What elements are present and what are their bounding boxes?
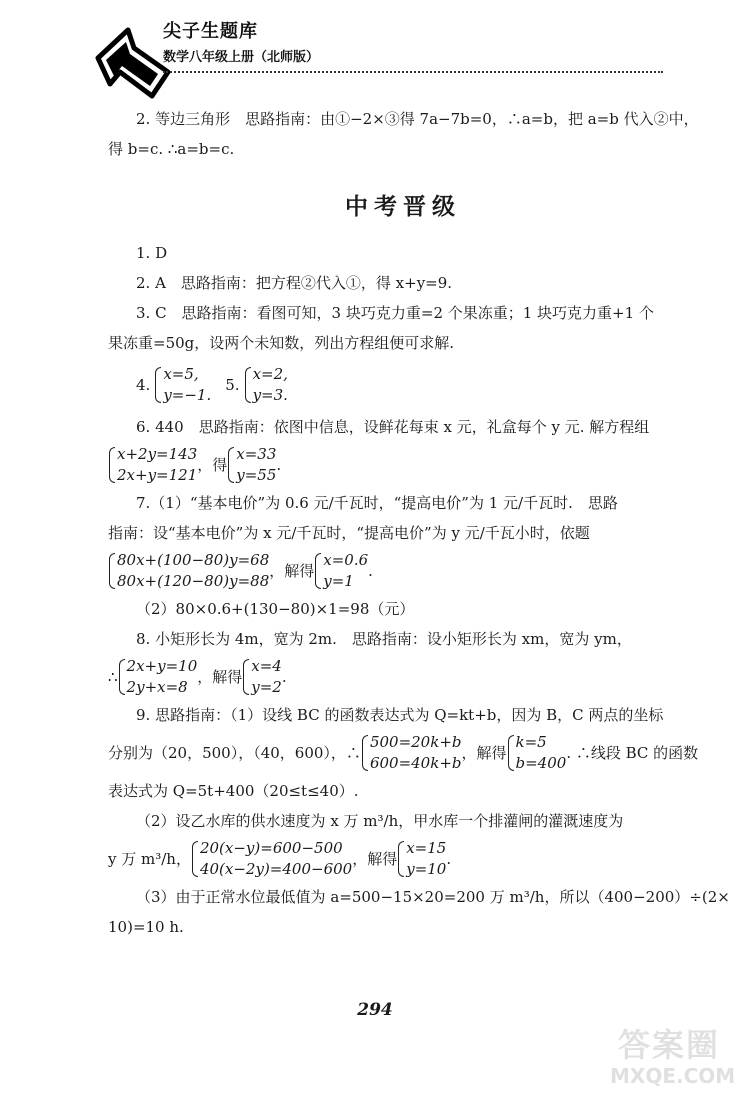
equation-system bbox=[191, 838, 352, 880]
answer-9-systems bbox=[108, 730, 698, 776]
equation-system bbox=[244, 364, 288, 406]
watermark bbox=[610, 1020, 745, 1090]
answer-9-part3-line2: 10)=10 h. bbox=[108, 918, 184, 936]
connector-text: ，解得 bbox=[461, 744, 507, 762]
equation: b=400 bbox=[515, 754, 567, 772]
end-mark: . bbox=[276, 456, 282, 474]
equation: 80x+(100−80)y=68 bbox=[117, 551, 270, 569]
equation: y=55 bbox=[236, 466, 277, 484]
equation: 80x+(120−80)y=88 bbox=[117, 572, 270, 590]
answer-3-line1: 3. C 思路指南：看图可知，3 块巧克力重=2 个果冻重；1 块巧克力重+1 个 bbox=[136, 304, 654, 322]
equation-system bbox=[108, 444, 197, 486]
answer-4-5 bbox=[108, 362, 698, 408]
answer-9-part3-line1: （3）由于正常水位最低值为 a=500−15×20=200 万 m³/h，所以（400−200）÷(2× bbox=[136, 888, 730, 906]
equation: y=1 bbox=[323, 572, 354, 590]
page-number: 294 bbox=[357, 1000, 393, 1020]
watermark-url: MXQE.COM bbox=[610, 1064, 736, 1088]
connector-text: ，解得 bbox=[197, 668, 243, 686]
equation: k=5 bbox=[515, 733, 547, 751]
equation-system bbox=[118, 656, 198, 698]
equation: y=2 bbox=[251, 678, 282, 696]
book-title: 数学八年级上册（北师版） bbox=[163, 50, 320, 65]
series-title: 尖子生题库 bbox=[163, 21, 258, 42]
equation: y=10 bbox=[406, 860, 447, 878]
connector-text: 分别为（20，500），（40，600），∴ bbox=[108, 744, 361, 762]
equation: 600=40k+b bbox=[369, 754, 462, 772]
answer-7-line1: 7.（1）“基本电价”为 0.6 元/千瓦时，“提高电价”为 1 元/千瓦时. 思路 bbox=[136, 494, 618, 512]
equation: x+2y=143 bbox=[117, 445, 198, 463]
end-mark: . bbox=[446, 850, 452, 868]
section-title: 中考晋级 bbox=[345, 194, 461, 220]
answer-2-line2: 得 b=c. ∴a=b=c. bbox=[108, 140, 235, 158]
equation: x=2, bbox=[252, 365, 288, 383]
answer-5-label: 5. bbox=[225, 376, 240, 394]
end-mark: . bbox=[368, 562, 373, 580]
page-header bbox=[0, 0, 750, 95]
equation: y=3. bbox=[252, 386, 288, 404]
equation-system bbox=[154, 364, 211, 406]
therefore-mark: ∴ bbox=[108, 668, 118, 686]
answer-9-line3: 表达式为 Q=5t+400（20≤t≤40）. bbox=[108, 782, 359, 800]
answer-2-line1: 2. 等边三角形 思路指南：由①−2×③得 7a−7b=0，∴a=b，把 a=b 代入②中， bbox=[136, 110, 699, 128]
equation: x=0.6 bbox=[323, 551, 369, 569]
equation: 500=20k+b bbox=[369, 733, 462, 751]
equation: 2x+y=121 bbox=[117, 466, 198, 484]
connector-text: ，解得 bbox=[269, 562, 315, 580]
connector-text: y 万 m³/h， bbox=[108, 850, 191, 868]
equation: 2x+y=10 bbox=[126, 657, 198, 675]
equation: y=−1. bbox=[163, 386, 212, 404]
connector-text: . ∴线段 BC 的函数 bbox=[566, 744, 699, 762]
equation: x=4 bbox=[251, 657, 282, 675]
equation-system bbox=[507, 732, 567, 774]
answer-9-part2-line1: （2）设乙水库的供水速度为 x 万 m³/h，甲水库一个排灌闸的灌溉速度为 bbox=[136, 812, 624, 830]
answer-4-label: 4. bbox=[136, 376, 151, 394]
answer-6-systems bbox=[108, 442, 698, 488]
answer-9-line1: 9. 思路指南：（1）设线 BC 的函数表达式为 Q=kt+b，因为 B，C 两点的坐标 bbox=[136, 706, 664, 724]
answer-2: 2. A 思路指南：把方程②代入①，得 x+y=9. bbox=[136, 274, 453, 292]
answer-8-systems bbox=[108, 654, 698, 700]
equation-system bbox=[108, 550, 269, 592]
connector-text: ，得 bbox=[197, 456, 228, 474]
equation: 20(x−y)=600−500 bbox=[199, 839, 343, 857]
watermark-text: 答案圈 bbox=[618, 1026, 721, 1064]
equation: x=5, bbox=[163, 365, 199, 383]
end-mark: . bbox=[281, 668, 287, 686]
equation: 40(x−2y)=400−600 bbox=[199, 860, 353, 878]
equation-system bbox=[314, 550, 368, 592]
equation-system bbox=[397, 838, 446, 880]
answer-1: 1. D bbox=[136, 244, 168, 262]
equation: x=15 bbox=[406, 839, 447, 857]
answer-3-line2: 果冻重=50g，设两个未知数，列出方程组便可求解. bbox=[108, 334, 455, 352]
equation: x=33 bbox=[236, 445, 277, 463]
equation-system bbox=[227, 444, 276, 486]
answer-8-line1: 8. 小矩形长为 4m，宽为 2m. 思路指南：设小矩形长为 xm，宽为 ym， bbox=[136, 630, 632, 648]
answer-7-systems bbox=[108, 548, 698, 594]
answer-6-line1: 6. 440 思路指南：依图中信息，设鲜花每束 x 元，礼盒每个 y 元. 解方程组 bbox=[136, 418, 650, 436]
header-divider bbox=[163, 71, 663, 73]
page-content bbox=[108, 104, 730, 942]
answer-7-part2: （2）80×0.6+(130−80)×1=98（元） bbox=[136, 600, 415, 618]
answer-9-part2-systems bbox=[108, 836, 698, 882]
equation-system bbox=[361, 732, 462, 774]
answer-7-line2: 指南：设“基本电价”为 x 元/千瓦时，“提高电价”为 y 元/千瓦小时，依题 bbox=[108, 524, 590, 542]
equation-system bbox=[242, 656, 282, 698]
equation: 2y+x=8 bbox=[126, 678, 188, 696]
connector-text: ，解得 bbox=[352, 850, 398, 868]
